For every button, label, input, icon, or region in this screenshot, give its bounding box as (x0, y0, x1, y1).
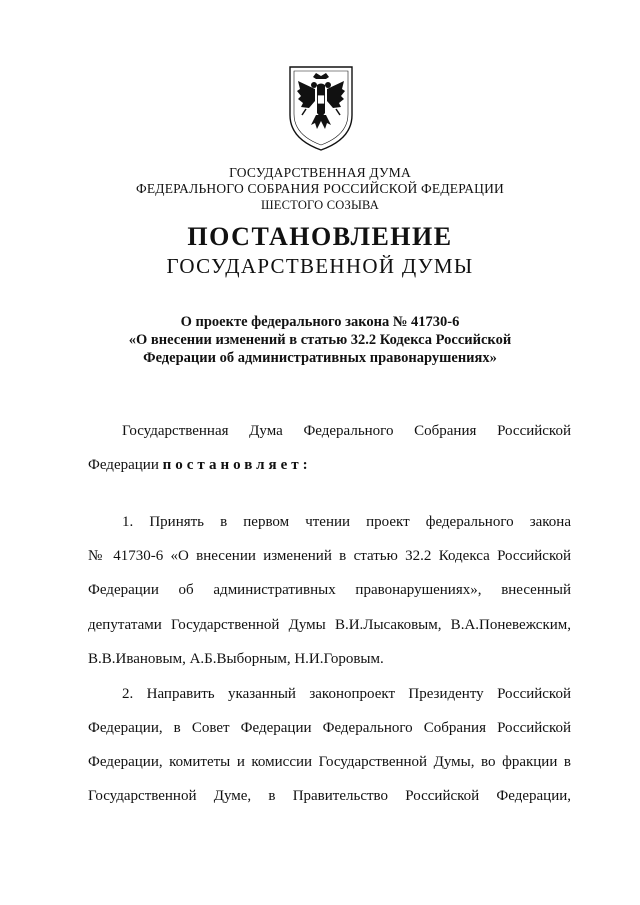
paragraph-line: Федерации, в Совет Федерации Федерального Собрания Российской (88, 720, 571, 736)
preamble-resolves: постановляет: (162, 457, 312, 473)
paragraph-line: № 41730-6 «О внесении изменений в статью 32.2 Кодекса Российской (88, 548, 571, 564)
document-subtitle: ГОСУДАРСТВЕННОЙ ДУМЫ (166, 254, 474, 278)
document-title: ПОСТАНОВЛЕНИЕ (187, 222, 453, 251)
paragraph-line: Государственной Думе, в Правительство Российской Федерации, (88, 788, 571, 804)
paragraph-line: Федерации об административных правонарушениях», внесенный (88, 582, 571, 598)
preamble-line: Государственная Дума Федерального Собрания Российской (122, 423, 571, 439)
header-assembly: ФЕДЕРАЛЬНОГО СОБРАНИЯ РОССИЙСКОЙ ФЕДЕРАЦИИ (136, 181, 504, 196)
header-organization: ГОСУДАРСТВЕННАЯ ДУМА (229, 165, 411, 180)
paragraph-line: депутатами Государственной Думы В.И.Лысаковым, В.А.Поневежским, (88, 617, 571, 633)
header-convocation: ШЕСТОГО СОЗЫВА (260, 198, 380, 212)
bill-heading-line: Федерации об административных правонарушениях» (143, 350, 497, 366)
paragraph-line: 1. Принять в первом чтении проект федерального закона (122, 514, 571, 530)
coat-of-arms-icon (284, 63, 358, 153)
paragraph-line: Федерации, комитеты и комиссии Государственной Думы, во фракции в (88, 754, 571, 770)
bill-heading-line: «О внесении изменений в статью 32.2 Кодекса Российской (128, 332, 512, 348)
preamble-text: Федерации (88, 457, 163, 473)
paragraph-line: В.В.Ивановым, А.Б.Выборным, Н.И.Горовым. (88, 651, 384, 667)
paragraph-line: 2. Направить указанный законопроект Президенту Российской (122, 686, 571, 702)
bill-heading-line: О проекте федерального закона № 41730-6 (180, 314, 460, 330)
preamble-line (88, 457, 571, 474)
